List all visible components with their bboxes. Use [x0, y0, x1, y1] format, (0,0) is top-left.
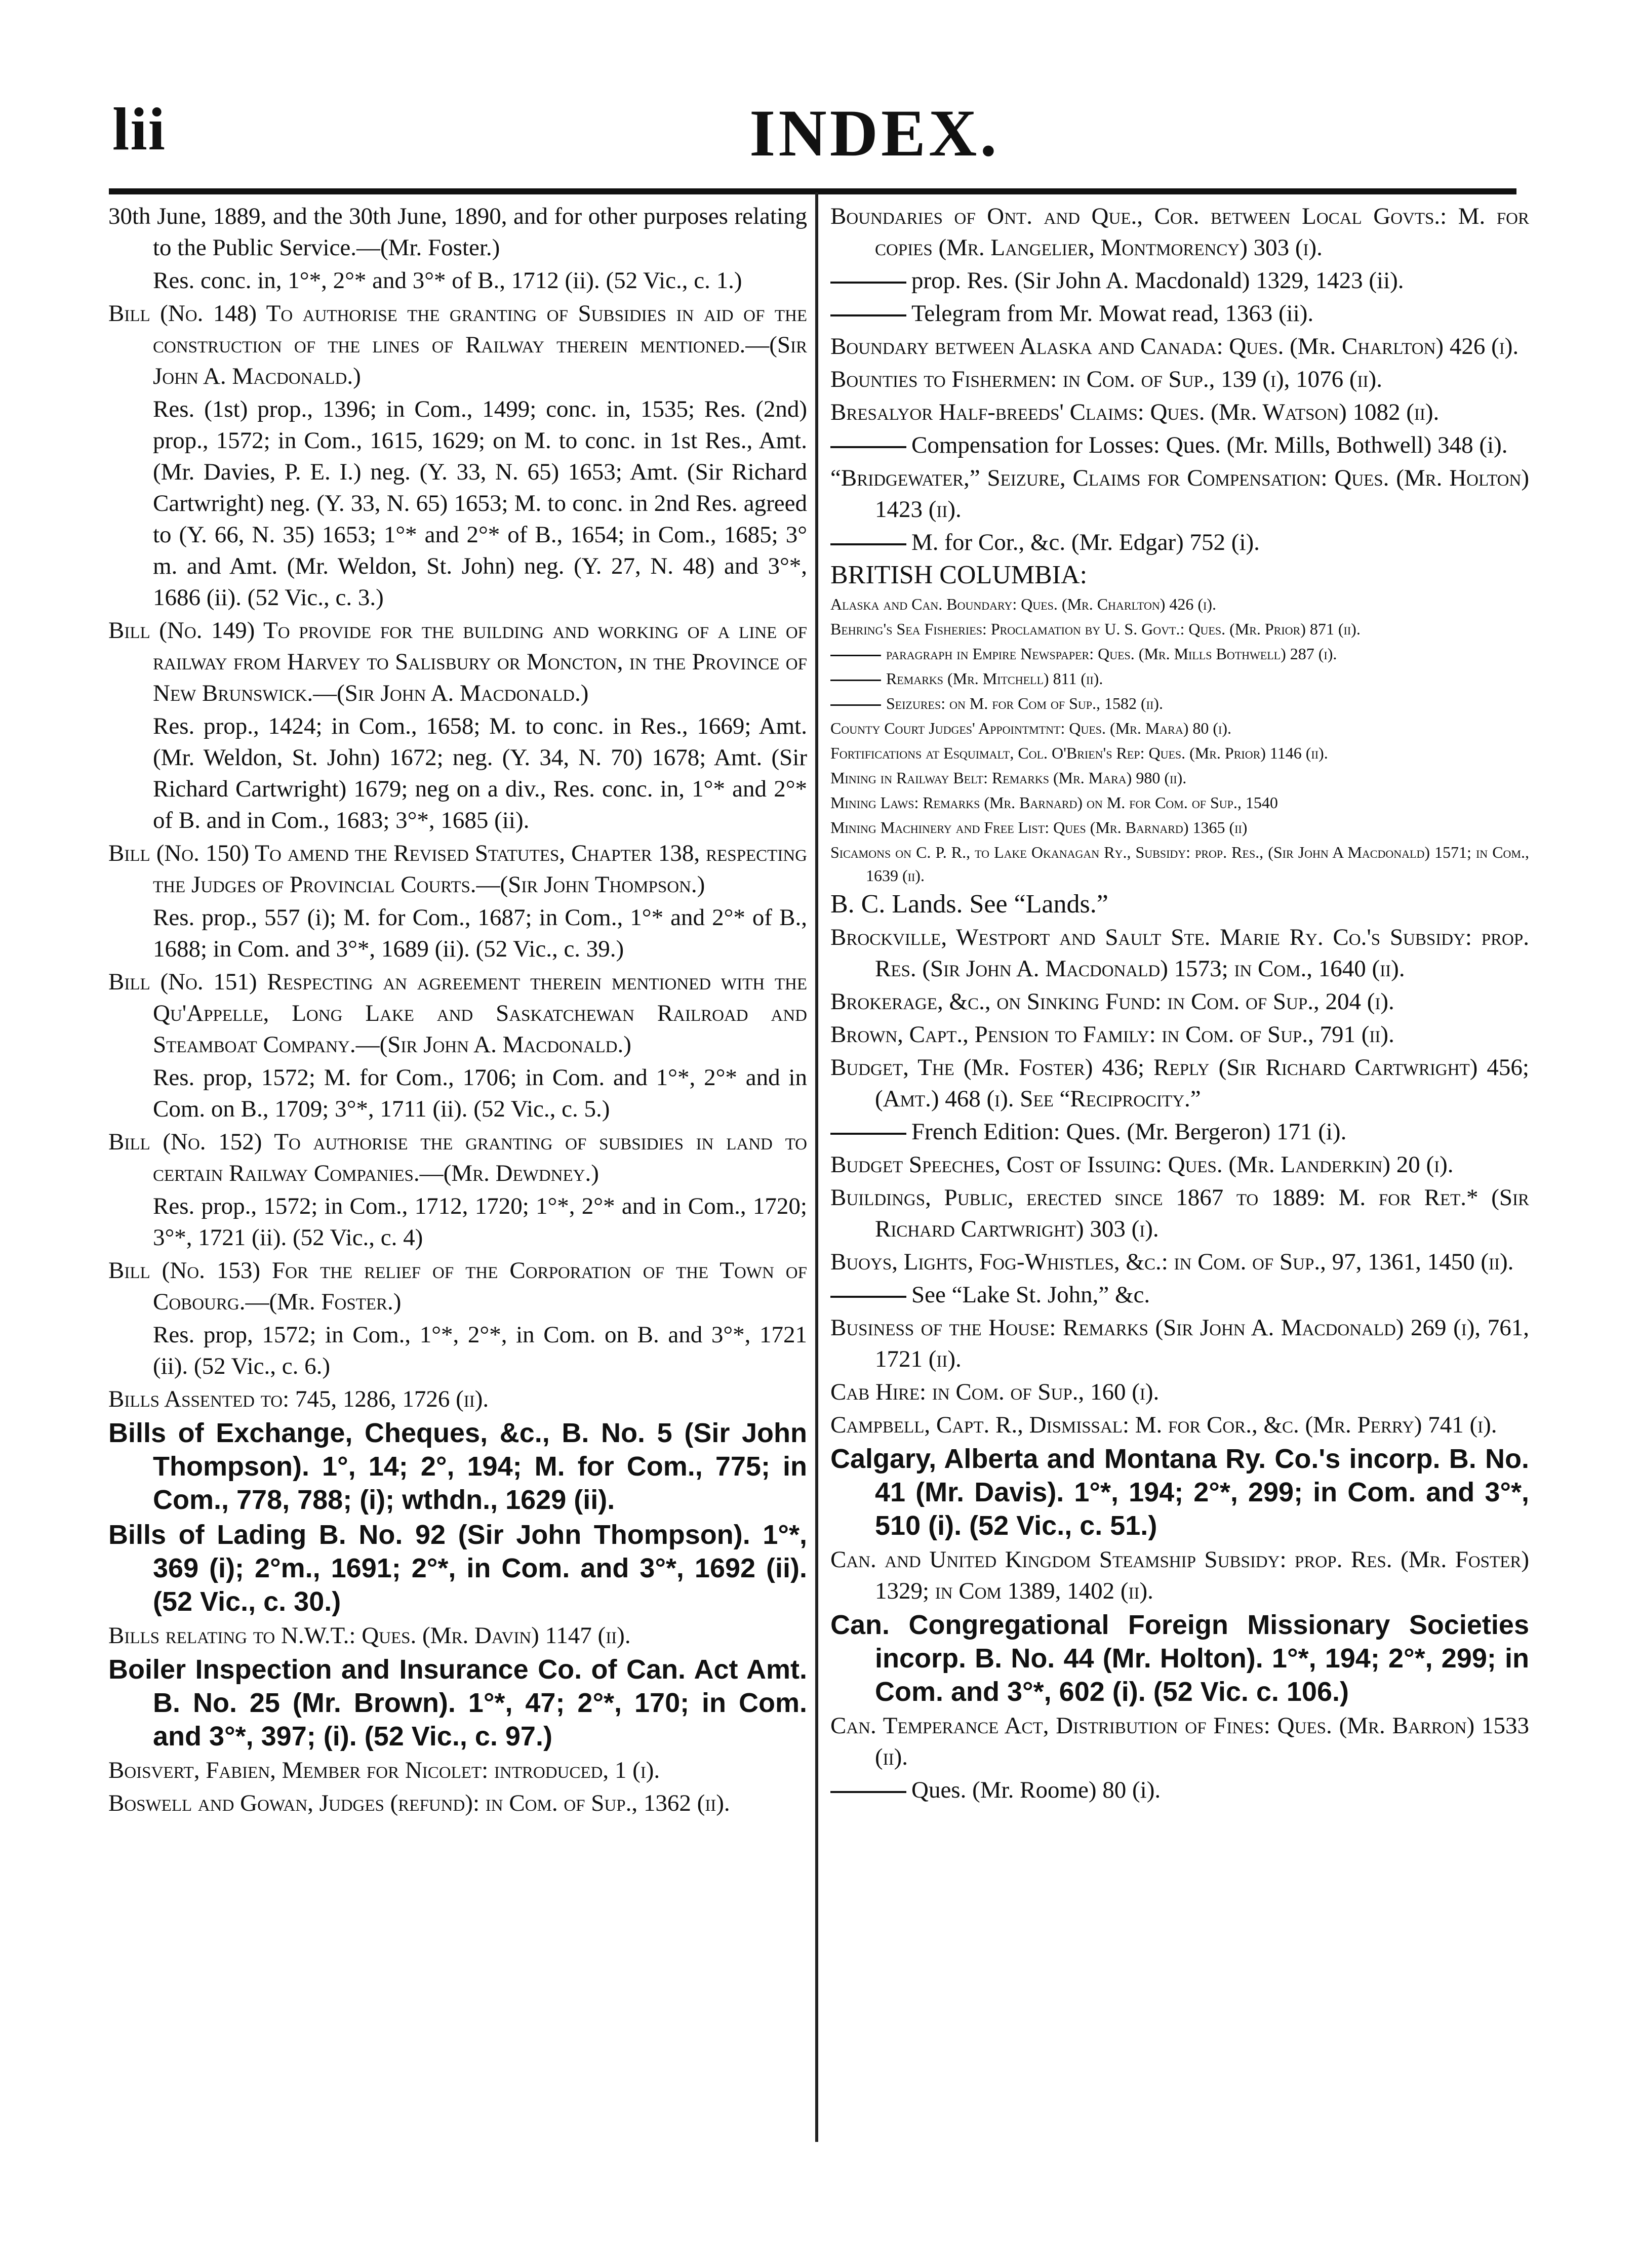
index-entry [830, 1149, 1529, 1180]
entry-text: County Court Judges' Appointmtnt: Ques. (Mr. Mara) 80 (i). [830, 719, 1232, 737]
index-entry [108, 1126, 807, 1189]
index-entry [830, 265, 1529, 296]
entry-text: Bounties to Fishermen: in Com. of Sup., 139 (i), 1076 (ii). [830, 366, 1382, 392]
ditto-dash [830, 704, 881, 706]
index-entry [830, 1116, 1529, 1147]
entry-text: Bills Assented to: 745, 1286, 1726 (ii). [108, 1386, 489, 1412]
entry-text: Boswell and Gowan, Judges (refund): in Com. of Sup., 1362 (ii). [108, 1790, 730, 1816]
entry-text: Boundaries of Ont. and Que., Cor. between Local Govts.: M. for copies (Mr. Langelier, Montmorency) 303 (i). [830, 203, 1529, 261]
index-entry [830, 560, 1529, 591]
header-rule [109, 188, 1516, 194]
index-entry [830, 527, 1529, 558]
page-title: INDEX. [749, 96, 1000, 170]
entry-text: Business of the House: Remarks (Sir John A. Macdonald) 269 (i), 761, 1721 (ii). [830, 1315, 1529, 1372]
index-entry [830, 1442, 1529, 1542]
entry-text: Bill (No. 152) To authorise the granting of subsidies in land to certain Railway Companies.—(Mr. Dewdney.) [108, 1129, 807, 1186]
entry-text: Bill (No. 151) Respecting an agreement therein mentioned with the Qu'Appelle, Long Lake and Saskatchewan Railroad and Steamboat Company.—(Sir John A. Macdonald.) [108, 969, 807, 1058]
entry-text: Mining in Railway Belt: Remarks (Mr. Mara) 980 (ii). [830, 769, 1187, 787]
index-entry [108, 1062, 807, 1125]
index-entry [830, 791, 1529, 814]
entry-text: Res. (1st) prop., 1396; in Com., 1499; conc. in, 1535; Res. (2nd) prop., 1572; in Com., 1615, 1629; on M. to conc. in 1st Res., Amt. (Mr. Davies, P. E. I.) neg. (Y. 33, N. 65) 1653; Amt. (Sir Richard Cartwright) neg. (Y. 33, N. 65) 1653; M. to conc. in 2nd Res. agreed to (Y. 66, N. 35) 1653; 1°* and 2°* of B., 1654; in Com., 1685; 3° m. and Amt. (Mr. Weldon, St. John) neg. (Y. 27, N. 48) and 3°*, 1686 (ii). (52 Vic., c. 3.) [153, 396, 807, 611]
index-entry [830, 642, 1529, 665]
entry-text: Can. and United Kingdom Steamship Subsidy: prop. Res. (Mr. Foster) 1329; in Com 1389, 1402 (ii). [830, 1546, 1529, 1604]
ditto-dash [830, 1133, 906, 1135]
entry-text: Mining Machinery and Free List: Ques (Mr. Barnard) 1365 (ii) [830, 818, 1248, 837]
index-entry [108, 1755, 807, 1786]
entry-text: Res. prop., 1572; in Com., 1712, 1720; 1°*, 2°* and in Com., 1720; 3°*, 1721 (ii). (52 Vic., c. 4) [153, 1193, 807, 1251]
entry-text: Fortifications at Esquimalt, Col. O'Brien's Rep: Ques. (Mr. Prior) 1146 (ii). [830, 744, 1328, 762]
index-entry [830, 429, 1529, 461]
index-entry [830, 1246, 1529, 1278]
ditto-dash [830, 655, 881, 656]
index-entry [108, 393, 807, 613]
index-entry [108, 1620, 807, 1651]
entry-text: Sicamons on C. P. R., to Lake Okanagan Ry., Subsidy: prop. Res., (Sir John A Macdonald) 1571; in Com., 1639 (ii). [830, 843, 1529, 885]
index-entry [830, 396, 1529, 428]
index-entry [830, 986, 1529, 1017]
entry-text: French Edition: Ques. (Mr. Bergeron) 171 (i). [911, 1119, 1347, 1145]
index-entry [830, 816, 1529, 839]
index-entry [108, 1383, 807, 1415]
entry-text: Bills of Exchange, Cheques, &c., B. No. 5 (Sir John Thompson). 1°, 14; 2°, 194; M. for Com., 775; in Com., 778, 788; (i); wthdn., 1629 (ii). [108, 1418, 807, 1515]
index-entry [830, 331, 1529, 362]
index-entry [830, 922, 1529, 984]
entry-text: Res. prop., 1424; in Com., 1658; M. to conc. in Res., 1669; Amt. (Mr. Weldon, St. John) 1672; neg. (Y. 34, N. 70) 1678; Amt. (Sir Richard Cartwright) 1679; neg on a div., Res. conc. in, 1°* and 2°* of B. and in Com., 1683; 3°*, 1685 (ii). [153, 713, 807, 833]
index-entry [830, 1052, 1529, 1115]
entry-text: Buoys, Lights, Fog-Whistles, &c.: in Com. of Sup., 97, 1361, 1450 (ii). [830, 1249, 1514, 1275]
index-entry [830, 592, 1529, 616]
entry-text: Res. conc. in, 1°*, 2°* and 3°* of B., 1712 (ii). (52 Vic., c. 1.) [153, 267, 742, 294]
page-number: lii [112, 95, 167, 163]
index-entry [830, 766, 1529, 789]
index-entry [830, 364, 1529, 395]
entry-text: Brown, Capt., Pension to Family: in Com. of Sup., 791 (ii). [830, 1021, 1394, 1048]
entry-text: Boisvert, Fabien, Member for Nicolet: introduced, 1 (i). [108, 1757, 660, 1783]
index-entry [830, 1608, 1529, 1708]
index-entry [830, 1409, 1529, 1441]
index-entry [830, 1376, 1529, 1408]
index-entry [830, 667, 1529, 690]
entry-text: Bill (No. 150) To amend the Revised Statutes, Chapter 138, respecting the Judges of Provincial Courts.—(Sir John Thompson.) [108, 840, 807, 898]
index-entry [830, 717, 1529, 740]
entry-text: Budget Speeches, Cost of Issuing: Ques. (Mr. Landerkin) 20 (i). [830, 1151, 1454, 1178]
index-entry [830, 1279, 1529, 1310]
entry-text: Ques. (Mr. Roome) 80 (i). [911, 1777, 1161, 1803]
ditto-dash [830, 543, 906, 545]
entry-text: Bresalyor Half-breeds' Claims: Ques. (Mr. Watson) 1082 (ii). [830, 399, 1440, 425]
entry-text: Boiler Inspection and Insurance Co. of Can. Act Amt. B. No. 25 (Mr. Brown). 1°*, 47; 2°*, 170; in Com. and 3°*, 397; (i). (52 Vic., c. 97.) [108, 1654, 807, 1752]
entry-text: prop. Res. (Sir John A. Macdonald) 1329, 1423 (ii). [911, 267, 1404, 294]
index-entry [830, 1182, 1529, 1245]
ditto-dash [830, 1296, 906, 1298]
ditto-dash [830, 314, 906, 316]
entry-text: Bill (No. 149) To provide for the building and working of a line of railway from Harvey to Salisbury or Moncton, in the Province of New Brunswick.—(Sir John A. Macdonald.) [108, 617, 807, 706]
index-entry [108, 1653, 807, 1753]
right-column [830, 201, 1529, 1807]
index-entry [108, 298, 807, 392]
entry-text: 30th June, 1889, and the 30th June, 1890, and for other purposes relating to the Public Service.—(Mr. Foster.) [108, 203, 807, 261]
entry-text: Remarks (Mr. Mitchell) 811 (ii). [886, 669, 1103, 688]
entry-text: Alaska and Can. Boundary: Ques. (Mr. Charlton) 426 (i). [830, 595, 1217, 613]
entry-text: Campbell, Capt. R., Dismissal: M. for Cor., &c. (Mr. Perry) 741 (i). [830, 1412, 1497, 1438]
index-entry [108, 1255, 807, 1318]
index-entry [108, 1416, 807, 1517]
index-entry [108, 265, 807, 296]
entry-text: Budget, The (Mr. Foster) 436; Reply (Sir Richard Cartwright) 456; (Amt.) 468 (i). See “Reciprocity.” [830, 1054, 1529, 1112]
entry-text: Buildings, Public, erected since 1867 to 1889: M. for Ret.* (Sir Richard Cartwright) 303 (i). [830, 1184, 1529, 1242]
entry-text: Telegram from Mr. Mowat read, 1363 (ii). [911, 300, 1314, 327]
index-entry [108, 710, 807, 836]
ditto-dash [830, 282, 906, 284]
index-entry [108, 201, 807, 263]
entry-text: Calgary, Alberta and Montana Ry. Co.'s incorp. B. No. 41 (Mr. Davis). 1°*, 194; 2°*, 299; in Com. and 3°*, 510 (i). (52 Vic., c. 51.) [830, 1444, 1529, 1541]
index-entry [108, 966, 807, 1060]
entry-text: Mining Laws: Remarks (Mr. Barnard) on M. for Com. of Sup., 1540 [830, 793, 1278, 812]
entry-text: Res. prop., 557 (i); M. for Com., 1687; in Com., 1°* and 2°* of B., 1688; in Com. and 3°*, 1689 (ii). (52 Vic., c. 39.) [153, 904, 807, 962]
entry-text: Res. prop, 1572; in Com., 1°*, 2°*, in Com. on B. and 3°*, 1721 (ii). (52 Vic., c. 6.) [153, 1322, 807, 1379]
entry-text: See “Lake St. John,” &c. [911, 1282, 1150, 1308]
entry-text: Can. Temperance Act, Distribution of Fines: Ques. (Mr. Barron) 1533 (ii). [830, 1713, 1529, 1770]
column-divider [815, 192, 818, 2142]
entry-text: Bills relating to N.W.T.: Ques. (Mr. Davin) 1147 (ii). [108, 1622, 631, 1649]
index-entry [830, 1019, 1529, 1050]
entry-text: Can. Congregational Foreign Missionary Societies incorp. B. No. 44 (Mr. Holton). 1°*, 194; 2°*, 299; in Com. and 3°*, 602 (i). (52 Vic. c. 106.) [830, 1610, 1529, 1707]
entry-text: Compensation for Losses: Ques. (Mr. Mills, Bothwell) 348 (i). [911, 432, 1508, 458]
index-entry [830, 1312, 1529, 1375]
ditto-dash [830, 1791, 906, 1793]
index-entry [830, 298, 1529, 329]
entry-text: paragraph in Empire Newspaper: Ques. (Mr. Mills Bothwell) 287 (i). [886, 645, 1337, 663]
ditto-dash [830, 680, 881, 681]
entry-text: Bill (No. 148) To authorise the granting of Subsidies in aid of the construction of the lines of Railway therein mentioned.—(Sir John A. Macdonald.) [108, 300, 807, 389]
entry-text: Res. prop, 1572; M. for Com., 1706; in Com. and 1°*, 2°* and in Com. on B., 1709; 3°*, 1711 (ii). (52 Vic., c. 5.) [153, 1064, 807, 1122]
entry-text: BRITISH COLUMBIA: [830, 561, 1088, 589]
index-entry [830, 201, 1529, 263]
entry-text: M. for Cor., &c. (Mr. Edgar) 752 (i). [911, 529, 1260, 555]
entry-text: Brokerage, &c., on Sinking Fund: in Com. of Sup., 204 (i). [830, 988, 1394, 1015]
index-entry [830, 841, 1529, 887]
index-entry [830, 741, 1529, 765]
index-entry [830, 1774, 1529, 1806]
entry-text: Brockville, Westport and Sault Ste. Marie Ry. Co.'s Subsidy: prop. Res. (Sir John A. Macdonald) 1573; in Com., 1640 (ii). [830, 924, 1529, 982]
entry-text: Bills of Lading B. No. 92 (Sir John Thompson). 1°*, 369 (i); 2°m., 1691; 2°*, in Com. and 3°*, 1692 (ii). (52 Vic., c. 30.) [108, 1520, 807, 1617]
index-entry [108, 1518, 807, 1618]
ditto-dash [830, 446, 906, 448]
index-entry [108, 1319, 807, 1382]
entry-text: Bill (No. 153) For the relief of the Corporation of the Town of Cobourg.—(Mr. Foster.) [108, 1257, 807, 1315]
index-entry [108, 838, 807, 900]
entry-text: Cab Hire: in Com. of Sup., 160 (i). [830, 1379, 1160, 1405]
index-entry [830, 692, 1529, 715]
index-entry [108, 902, 807, 965]
entry-text: “Bridgewater,” Seizure, Claims for Compensation: Ques. (Mr. Holton) 1423 (ii). [830, 465, 1529, 523]
left-column [108, 201, 807, 1820]
index-entry [830, 617, 1529, 641]
index-entry [830, 889, 1529, 920]
entry-text: Behring's Sea Fisheries: Proclamation by U. S. Govt.: Ques. (Mr. Prior) 871 (ii). [830, 620, 1361, 638]
entry-text: B. C. Lands. See “Lands.” [830, 890, 1108, 919]
index-entry [108, 615, 807, 709]
entry-text: Boundary between Alaska and Canada: Ques. (Mr. Charlton) 426 (i). [830, 333, 1519, 360]
index-entry [108, 1190, 807, 1253]
index-entry [830, 1710, 1529, 1773]
index-entry [830, 462, 1529, 525]
index-entry [108, 1787, 807, 1819]
entry-text: Seizures: on M. for Com of Sup., 1582 (ii). [886, 694, 1163, 712]
index-entry [830, 1544, 1529, 1607]
